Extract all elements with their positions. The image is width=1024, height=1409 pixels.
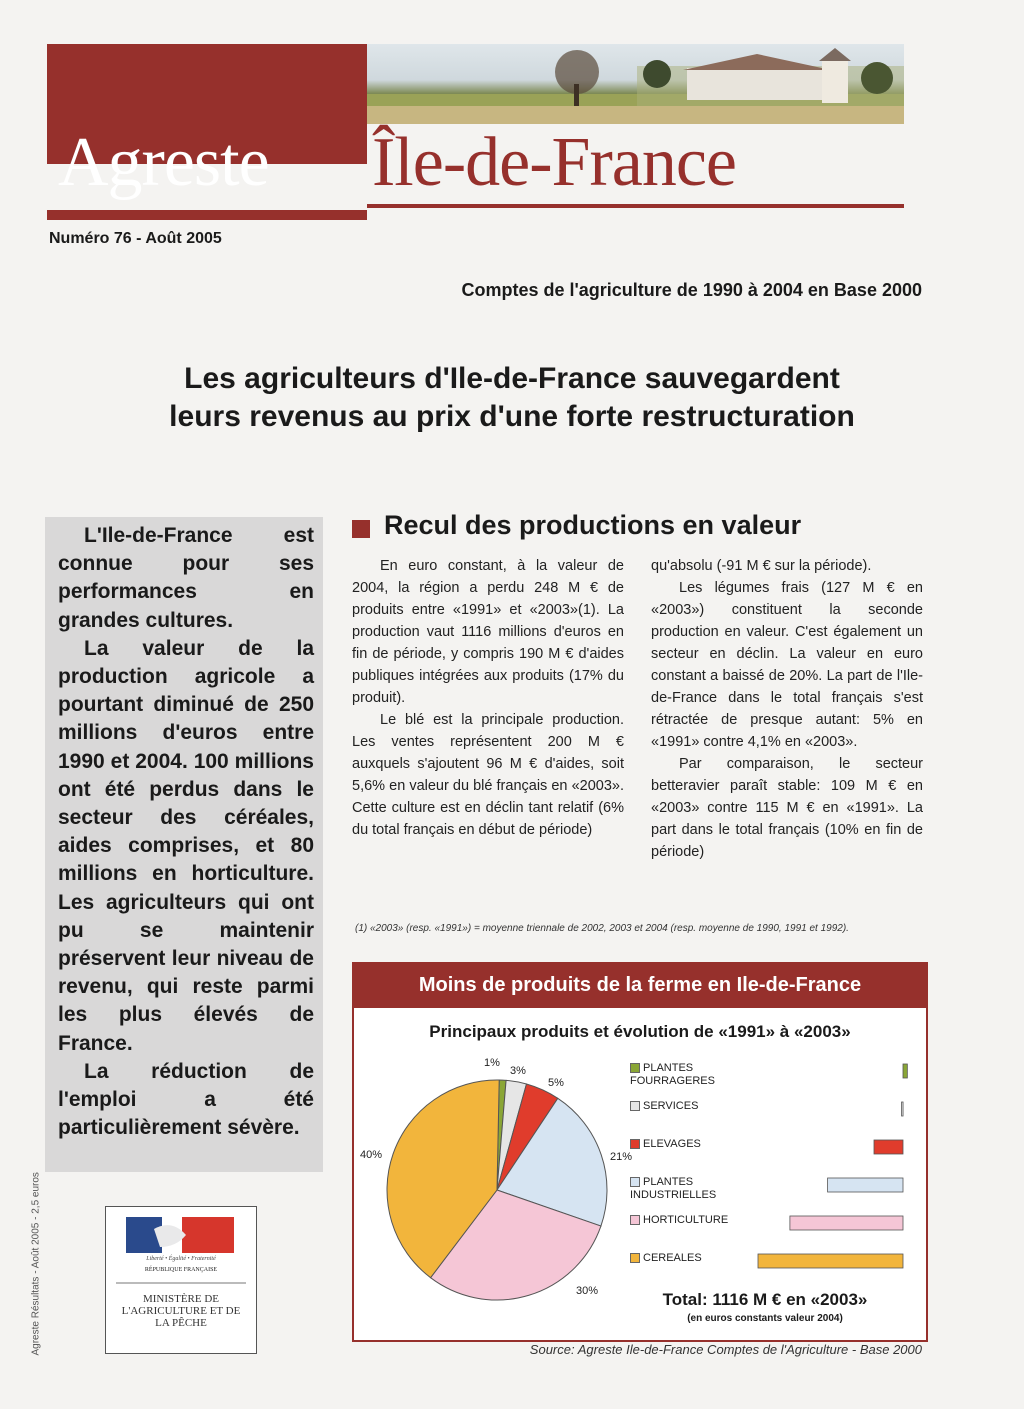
pie-slice-label: 30%: [576, 1285, 599, 1297]
issue-number: Numéro 76 - Août 2005: [49, 230, 222, 247]
legend-label: ELEVAGES: [643, 1138, 701, 1150]
pie-slice-label: 5%: [548, 1077, 564, 1089]
paragraph: qu'absolu (-91 M € sur la période).: [651, 558, 872, 574]
section-title: Recul des productions en valeur: [384, 510, 802, 540]
evolution-bar: [758, 1254, 903, 1268]
paragraph: Les légumes frais (127 M € en «2003») constituent la seconde production en valeur. C'est également un secteur en déclin. La valeur en euro constant a baissé de 20%. La part de l'Ile-de-France dans le total français s'est rétractée de presque autant: 5% en «1991» contre 4,1% en «2003».: [651, 580, 923, 750]
evolution-bar: [790, 1216, 903, 1230]
evolution-bar-chart: [740, 1050, 910, 1280]
paragraph: Par comparaison, le secteur betteravier paraît stable: 109 M € en «2003» contre 115 M € en «1991». La part dans le total français (10% en fin de période): [651, 756, 923, 860]
paragraph: En euro constant, à la valeur de 2004, la région a perdu 248 M € de produits entre «1991» et «2003»(1). La production vaut 1116 millions d'euros en fin de période, y compris 190 M € d'aides publiques intégrées aux produits (17% du produit).: [352, 558, 624, 706]
evolution-bar: [874, 1140, 903, 1154]
pie-slice-label: 3%: [510, 1065, 526, 1077]
lead-text: [58, 522, 314, 1142]
landscape-illustration: [367, 44, 904, 124]
title-line: leurs revenus au prix d'une forte restructuration: [169, 400, 855, 433]
text-column-1: [352, 555, 624, 841]
legend-label: PLANTES INDUSTRIELLES: [630, 1176, 717, 1201]
legend-entry: [630, 1214, 750, 1227]
chart-source: Source: Agreste Ile-de-France Comptes de l'Agriculture - Base 2000: [529, 1342, 922, 1357]
motto-text: Liberté • Égalité • Fraternité: [146, 1256, 216, 1262]
brand-agreste: Agreste: [58, 124, 269, 201]
legend-entry: [630, 1176, 750, 1202]
page-title: [40, 360, 984, 436]
pie-chart: [352, 1040, 642, 1310]
legend-swatch: [630, 1139, 640, 1149]
legend-entry: [630, 1138, 750, 1151]
ministry-name: MINISTÈRE DE L'AGRICULTURE ET DE LA PÊCHE: [121, 1293, 241, 1329]
chart-total-note: (en euros constants valeur 2004): [687, 1313, 843, 1324]
legend-label: PLANTES FOURRAGERES: [630, 1062, 715, 1087]
header-rule: [367, 204, 904, 208]
legend-label: CEREALES: [643, 1252, 702, 1264]
legend-swatch: [630, 1177, 640, 1187]
lead-paragraph: La valeur de la production agricole a pourtant diminué de 250 millions d'euros entre 1990 et 2004. 100 millions ont été perdus dans le secteur des céréales, aides comprises, et 80 millions en horticulture. Les agriculteurs qui ont pu se maintenir préservent leur niveau de revenu, qui reste parmi les plus élevés de France.: [58, 636, 314, 1055]
lead-paragraph: L'Ile-de-France est connue pour ses performances en grandes cultures.: [58, 524, 314, 632]
side-note: [26, 1140, 46, 1370]
series-title: Comptes de l'agriculture de 1990 à 2004 en Base 2000: [461, 280, 922, 300]
legend-label: HORTICULTURE: [643, 1214, 729, 1226]
section-bullet-icon: [352, 520, 370, 538]
republic-text: RÉPUBLIQUE FRANÇAISE: [144, 1267, 218, 1273]
lead-paragraph: La réduction de l'emploi a été particulièrement sévère.: [58, 1059, 314, 1140]
text-column-2: [651, 555, 923, 863]
legend-entry: [630, 1100, 750, 1113]
legend-entry: [630, 1252, 750, 1265]
chart-total: Total: 1116 M € en «2003»: [662, 1290, 868, 1309]
pie-slice-label: 1%: [484, 1057, 500, 1069]
legend-label: SERVICES: [643, 1100, 699, 1112]
footnote: (1) «2003» (resp. «1991») = moyenne triennale de 2002, 2003 et 2004 (resp. moyenne de 1990, 1991 et 1992).: [355, 923, 849, 934]
title-line: Les agriculteurs d'Ile-de-France sauvegardent: [184, 362, 840, 395]
pie-slice-label: 21%: [610, 1151, 633, 1163]
legend-swatch: [630, 1253, 640, 1263]
pie-slice-label: 40%: [360, 1149, 383, 1161]
header-landscape-photo: [367, 44, 904, 124]
legend-swatch: [630, 1215, 640, 1225]
ministry-logo: [105, 1206, 257, 1354]
evolution-bar: [902, 1102, 904, 1116]
legend-swatch: [630, 1063, 640, 1073]
legend-swatch: [630, 1101, 640, 1111]
evolution-bar: [828, 1178, 903, 1192]
side-note-text: Agreste Résultats - Août 2005 - 2,5 euros: [30, 1172, 42, 1356]
brand-region: Île-de-France: [372, 124, 736, 201]
header-rule: [47, 210, 367, 220]
evolution-bar: [903, 1064, 907, 1078]
chart-title: Moins de produits de la ferme en Ile-de-France: [352, 962, 928, 1008]
paragraph: Le blé est la principale production. Les ventes représentent 200 M € auxquels s'ajoutent 96 M € d'aides, soit 5,6% en valeur du blé français en «2003». Cette culture est en déclin tant relatif (6% du total français en début de période): [352, 712, 624, 838]
marianne-logo-icon: [106, 1207, 256, 1353]
legend-entry: [630, 1062, 750, 1088]
chart-subtitle: Principaux produits et évolution de «1991» à «2003»: [429, 1022, 851, 1041]
